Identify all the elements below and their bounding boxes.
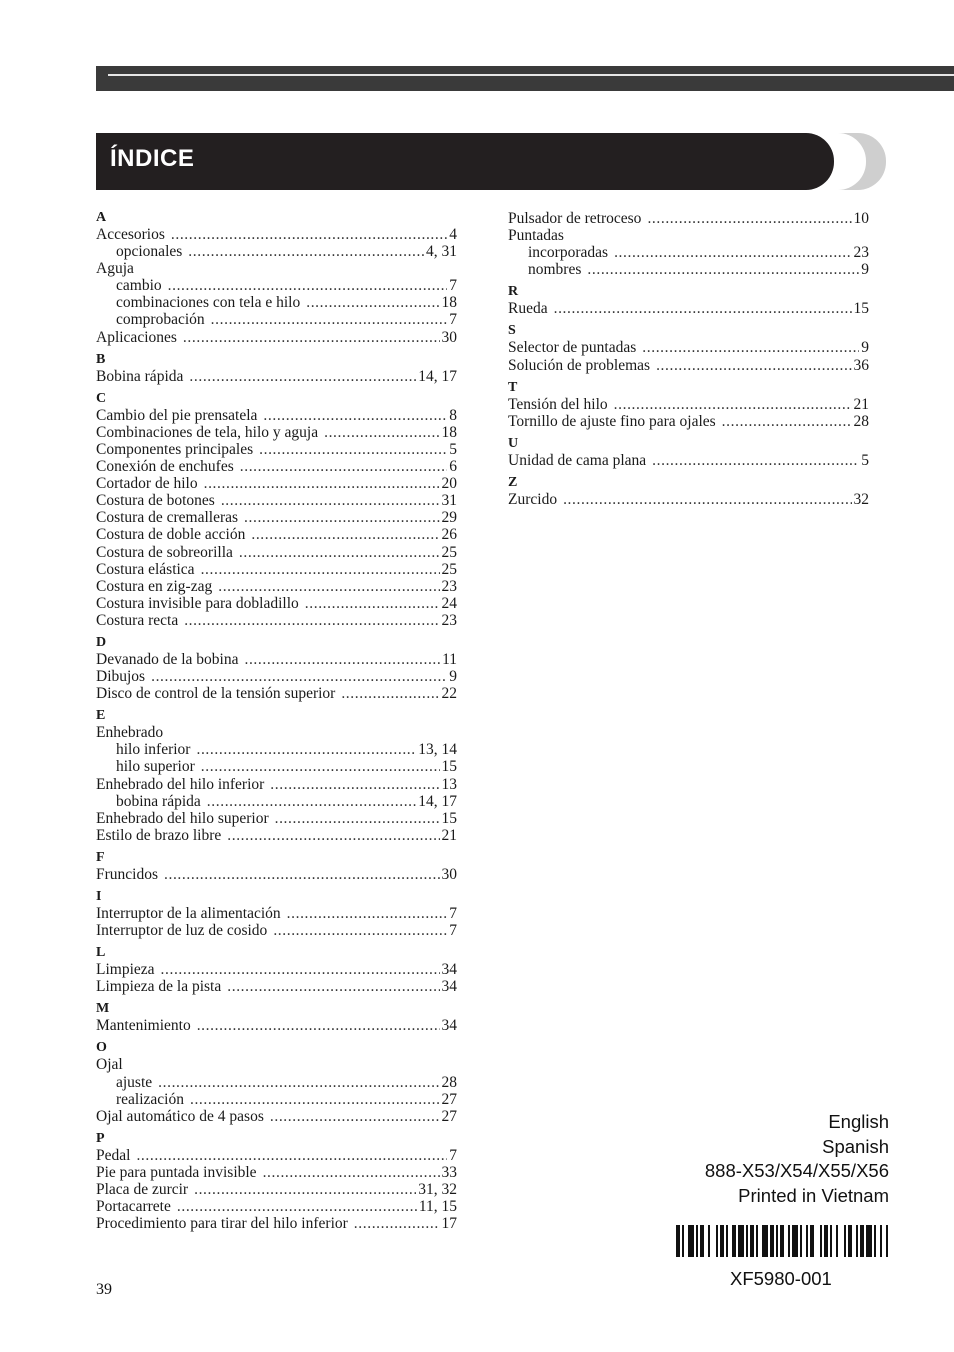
- index-entry-page: 7: [449, 1146, 457, 1164]
- index-entry-term: Placa de zurcir: [96, 1181, 189, 1199]
- index-entry-page: 23: [853, 244, 869, 262]
- index-entry: [96, 1215, 457, 1232]
- index-letter-heading: E: [96, 708, 106, 724]
- index-entry-term: realización: [116, 1090, 184, 1108]
- index-entry: [96, 668, 457, 685]
- index-entry: [508, 396, 869, 413]
- index-entry-page: 8: [449, 406, 457, 424]
- index-entry-term: Mantenimiento: [96, 1017, 191, 1035]
- index-letter-heading: Z: [508, 474, 518, 490]
- index-entry: [508, 227, 869, 244]
- dot-leader: [652, 452, 859, 469]
- dot-leader: [341, 685, 439, 702]
- index-entry-page: 34: [441, 978, 457, 996]
- dot-leader: [647, 210, 851, 227]
- section-banner: [96, 133, 886, 190]
- index-entry: [96, 978, 457, 995]
- index-entry-term: Solución de problemas: [508, 356, 651, 374]
- index-entry-page: 15: [441, 809, 457, 827]
- top-decorative-bar: [96, 66, 954, 91]
- index-entry: [508, 339, 869, 356]
- top-bar-line: [108, 74, 954, 76]
- index-letter-heading: I: [96, 889, 102, 904]
- index-entry-term: Limpieza de la pista: [96, 978, 222, 996]
- index-letter-heading: T: [508, 379, 518, 395]
- index-entry: [96, 277, 457, 294]
- index-entry: [96, 1198, 457, 1215]
- index-entry-page: 30: [441, 328, 457, 346]
- index-entry: [508, 244, 869, 261]
- index-entry-term: Pulsador de retroceso: [508, 210, 642, 227]
- index-entry: [508, 491, 869, 508]
- dot-leader: [161, 961, 440, 978]
- index-entry: [96, 1164, 457, 1181]
- index-entry-term: Costura de botones: [96, 492, 215, 510]
- index-entry: [96, 424, 457, 441]
- index-entry: [96, 922, 457, 939]
- index-entry-page: 7: [449, 922, 457, 940]
- language-spanish: Spanish: [822, 1135, 889, 1157]
- index-entry-term: Rueda: [508, 300, 548, 318]
- index-entry-term: Enhebrado del hilo superior: [96, 809, 269, 827]
- dot-leader: [306, 294, 439, 311]
- index-entry: [96, 810, 457, 827]
- dot-leader: [614, 244, 851, 261]
- dot-leader: [190, 1091, 440, 1108]
- index-letter-heading: C: [96, 390, 107, 406]
- index-entry-page: 9: [861, 261, 869, 279]
- index-entry-term: Portacarrete: [96, 1198, 171, 1216]
- index-entry-term: Conexión de enchufes: [96, 458, 234, 476]
- banner-bar: [96, 133, 834, 190]
- index-letter-heading: S: [508, 323, 516, 339]
- index-entry-page: 25: [441, 560, 457, 578]
- index-entry: [96, 866, 457, 883]
- index-entry-term: Tensión del hilo: [508, 395, 608, 413]
- index-letter-heading: R: [508, 284, 519, 300]
- index-entry-page: 14, 17: [418, 792, 457, 810]
- index-entry-term: Tornillo de ajuste fino para ojales: [508, 412, 716, 430]
- dot-leader: [177, 1198, 417, 1215]
- index-entry: [96, 1056, 457, 1073]
- index-entry-page: 5: [861, 451, 869, 469]
- dot-leader: [171, 226, 447, 243]
- product-info: [705, 1110, 889, 1208]
- dot-leader: [221, 492, 440, 509]
- product-code: XF5980-001: [730, 1268, 832, 1289]
- index-entry-term: incorporadas: [528, 244, 609, 262]
- dot-leader: [218, 578, 439, 595]
- index-entry: [96, 509, 457, 526]
- index-entry-page: 17: [441, 1215, 457, 1233]
- index-entry: [508, 452, 869, 469]
- index-entry-page: 4: [449, 226, 457, 243]
- index-entry-term: Fruncidos: [96, 865, 158, 883]
- index-entry-page: 15: [853, 300, 869, 318]
- index-entry: [96, 329, 457, 346]
- index-entry-page: 7: [449, 905, 457, 922]
- index-entry: [96, 961, 457, 978]
- index-letter-heading: L: [96, 945, 106, 961]
- index-letter-heading: O: [96, 1040, 107, 1056]
- index-entry-page: 11, 15: [418, 1198, 457, 1216]
- dot-leader: [244, 509, 439, 526]
- dot-leader: [614, 396, 852, 413]
- dot-leader: [188, 243, 424, 260]
- dot-leader: [158, 1074, 439, 1091]
- index-entry: [96, 544, 457, 561]
- dot-leader: [196, 741, 416, 758]
- index-entry-page: 27: [441, 1107, 457, 1125]
- index-entry-page: 31: [441, 492, 457, 510]
- index-entry-page: 15: [441, 758, 457, 776]
- index-entry: [96, 905, 457, 922]
- dot-leader: [270, 1108, 440, 1125]
- index-entry-term: Enhebrado del hilo inferior: [96, 775, 265, 793]
- dot-leader: [587, 261, 859, 278]
- index-entry-term: Limpieza: [96, 961, 155, 979]
- index-entry-term: Disco de control de la tensión superior: [96, 685, 336, 703]
- index-letter-heading: M: [96, 1001, 110, 1017]
- index-entry: [508, 261, 869, 278]
- index-entry: [96, 827, 457, 844]
- index-entry-term: nombres: [528, 261, 582, 279]
- index-entry-page: 22: [441, 685, 457, 703]
- index-entry: [96, 758, 457, 775]
- dot-leader: [204, 475, 440, 492]
- index-entry: [508, 413, 869, 430]
- index-entry-page: 21: [441, 826, 457, 844]
- index-entry-term: Unidad de cama plana: [508, 451, 647, 469]
- index-entry-page: 33: [441, 1163, 457, 1181]
- dot-leader: [270, 776, 439, 793]
- index-entry-page: 4, 31: [426, 243, 457, 261]
- index-entry: [96, 475, 457, 492]
- index-entry-page: 20: [441, 475, 457, 493]
- index-entry: [96, 294, 457, 311]
- dot-leader: [207, 793, 416, 810]
- index-entry: [96, 492, 457, 509]
- index-entry-page: 9: [449, 668, 457, 686]
- index-entry-page: 25: [441, 543, 457, 561]
- index-entry-page: 28: [853, 412, 869, 430]
- index-entry-term: Costura de sobreorilla: [96, 543, 233, 561]
- dot-leader: [201, 561, 440, 578]
- dot-leader: [656, 357, 851, 374]
- index-entry: [508, 357, 869, 374]
- index-entry-term: Costura de doble acción: [96, 526, 246, 544]
- model-number: 888-X53/X54/X55/X56: [704, 1160, 889, 1181]
- index-entry-term: Costura recta: [96, 611, 179, 629]
- index-letter-heading: F: [96, 849, 105, 865]
- index-entry-page: 13: [441, 775, 457, 793]
- index-entry-page: 29: [441, 509, 457, 527]
- index-entry-term: Pie para puntada invisible: [96, 1163, 257, 1181]
- index-entry-term: Bobina rápida: [96, 367, 184, 385]
- page-number: 39: [96, 1281, 112, 1298]
- index-entry-page: 5: [449, 440, 457, 458]
- index-entry: [96, 685, 457, 702]
- index-entry: [96, 368, 457, 385]
- index-entry-page: 6: [449, 458, 457, 476]
- dot-leader: [305, 595, 440, 612]
- index-entry: [96, 1147, 457, 1164]
- index-entry-page: 26: [441, 526, 457, 544]
- dot-leader: [194, 1181, 416, 1198]
- index-entry: [96, 311, 457, 328]
- index-entry: [96, 741, 457, 758]
- dot-leader: [164, 866, 440, 883]
- index-entry: [96, 260, 457, 277]
- index-entry-term: combinaciones con tela e hilo: [116, 294, 301, 312]
- index-letter-heading: U: [508, 435, 519, 451]
- index-entry: [96, 793, 457, 810]
- index-entry: [96, 226, 457, 243]
- index-entry-term: opcionales: [116, 243, 183, 261]
- index-entry-term: Accesorios: [96, 226, 165, 243]
- index-entry-page: 27: [441, 1090, 457, 1108]
- index-entry-page: 23: [441, 611, 457, 629]
- index-entry-page: 23: [441, 577, 457, 595]
- index-entry-term: Cortador de hilo: [96, 475, 198, 493]
- dot-leader: [259, 441, 447, 458]
- index-entry-term: Componentes principales: [96, 440, 254, 458]
- index-entry: [96, 578, 457, 595]
- index-entry-term: Zurcido: [508, 490, 558, 508]
- index-entry-term: bobina rápida: [116, 792, 201, 810]
- page-title: ÍNDICE: [110, 145, 195, 172]
- index-letter-heading: P: [96, 1130, 105, 1146]
- index-entry: [96, 243, 457, 260]
- index-entry-page: 30: [441, 865, 457, 883]
- index-entry-term: Cambio del pie prensatela: [96, 406, 258, 424]
- index-entry-term: Ojal automático de 4 pasos: [96, 1107, 264, 1125]
- index-left-column: [96, 210, 457, 1232]
- index-entry: [508, 210, 869, 227]
- index-entry-term: Devanado de la bobina: [96, 650, 239, 668]
- dot-leader: [197, 1017, 440, 1034]
- index-entry-page: 13, 14: [418, 741, 457, 759]
- dot-leader: [183, 329, 440, 346]
- index-entry-page: 11: [442, 650, 457, 668]
- index-entry: [96, 1074, 457, 1091]
- index-entry-term: Costura elástica: [96, 560, 195, 578]
- index-entry-term: Costura de cremalleras: [96, 509, 239, 527]
- index-entry-term: comprobación: [116, 311, 205, 329]
- index-entry-term: Interruptor de luz de cosido: [96, 922, 268, 940]
- index-entry-page: 36: [853, 356, 869, 374]
- index-entry-term: Costura en zig-zag: [96, 577, 213, 595]
- index-entry: [96, 595, 457, 612]
- index-entry-page: 34: [441, 961, 457, 979]
- index-entry-term: Estilo de brazo libre: [96, 826, 222, 844]
- index-entry-term: Aplicaciones: [96, 328, 177, 346]
- index-entry: [96, 561, 457, 578]
- dot-leader: [239, 544, 440, 561]
- index-entry: [96, 526, 457, 543]
- index-entry: [96, 1091, 457, 1108]
- index-entry-term: cambio: [116, 277, 162, 295]
- index-entry: [96, 612, 457, 629]
- index-entry-page: 7: [449, 311, 457, 329]
- dot-leader: [554, 300, 852, 317]
- index-entry: [96, 776, 457, 793]
- dot-leader: [275, 810, 440, 827]
- index-entry-page: 21: [853, 395, 869, 413]
- index-entry-page: 7: [449, 277, 457, 295]
- dot-leader: [251, 526, 439, 543]
- dot-leader: [263, 1164, 440, 1181]
- dot-leader: [201, 758, 440, 775]
- dot-leader: [168, 277, 448, 294]
- index-entry-term: Ojal: [96, 1056, 123, 1074]
- index-entry-page: 14, 17: [418, 367, 457, 385]
- index-entry: [96, 441, 457, 458]
- dot-leader: [287, 905, 448, 922]
- index-entry-page: 18: [441, 294, 457, 312]
- index-entry: [96, 1017, 457, 1034]
- index-letter-heading: D: [96, 634, 107, 650]
- index-entry-term: Enhebrado: [96, 724, 164, 742]
- index-entry-page: 10: [853, 210, 869, 227]
- barcode-bar: [888, 1225, 890, 1257]
- barcode: [676, 1225, 890, 1257]
- index-entry-page: 28: [441, 1073, 457, 1091]
- index-entry: [508, 300, 869, 317]
- dot-leader: [354, 1215, 440, 1232]
- dot-leader: [244, 651, 440, 668]
- dot-leader: [211, 311, 448, 328]
- index-entry-page: 24: [441, 594, 457, 612]
- dot-leader: [563, 491, 851, 508]
- printed-location: Printed in Vietnam: [738, 1184, 889, 1206]
- index-entry-page: 18: [441, 423, 457, 441]
- language-english: English: [828, 1111, 889, 1132]
- dot-leader: [136, 1147, 447, 1164]
- index-entry: [96, 407, 457, 424]
- index-letter-heading: A: [96, 210, 107, 225]
- index-entry: [96, 651, 457, 668]
- index-entry-term: Aguja: [96, 260, 134, 278]
- index-entry-term: Pedal: [96, 1146, 131, 1164]
- index-entry-page: 31, 32: [418, 1181, 457, 1199]
- index-entry-term: Interruptor de la alimentación: [96, 905, 281, 922]
- dot-leader: [227, 978, 439, 995]
- index-entry-term: ajuste: [116, 1073, 153, 1091]
- dot-leader: [184, 612, 439, 629]
- dot-leader: [273, 922, 447, 939]
- index-entry-term: Selector de puntadas: [508, 339, 637, 357]
- index-entry-page: 34: [441, 1017, 457, 1035]
- dot-leader: [263, 407, 447, 424]
- dot-leader: [240, 458, 448, 475]
- index-entry: [96, 1181, 457, 1198]
- index-entry-page: 32: [853, 490, 869, 508]
- index-entry-term: hilo inferior: [116, 741, 191, 759]
- dot-leader: [642, 339, 859, 356]
- index-entry: [96, 1108, 457, 1125]
- index-entry-page: 9: [861, 339, 869, 357]
- index-entry-term: hilo superior: [116, 758, 195, 776]
- index-letter-heading: B: [96, 351, 106, 367]
- dot-leader: [189, 368, 416, 385]
- index-entry-term: Puntadas: [508, 227, 564, 245]
- index-entry: [96, 458, 457, 475]
- dot-leader: [324, 424, 439, 441]
- index-entry-term: Combinaciones de tela, hilo y aguja: [96, 423, 319, 441]
- index-entry-term: Procedimiento para tirar del hilo inferior: [96, 1215, 348, 1233]
- dot-leader: [151, 668, 447, 685]
- index-entry-term: Dibujos: [96, 668, 146, 686]
- dot-leader: [227, 827, 439, 844]
- index-entry: [96, 724, 457, 741]
- dot-leader: [722, 413, 852, 430]
- index-entry-term: Costura invisible para dobladillo: [96, 594, 299, 612]
- index-right-column: [508, 210, 869, 508]
